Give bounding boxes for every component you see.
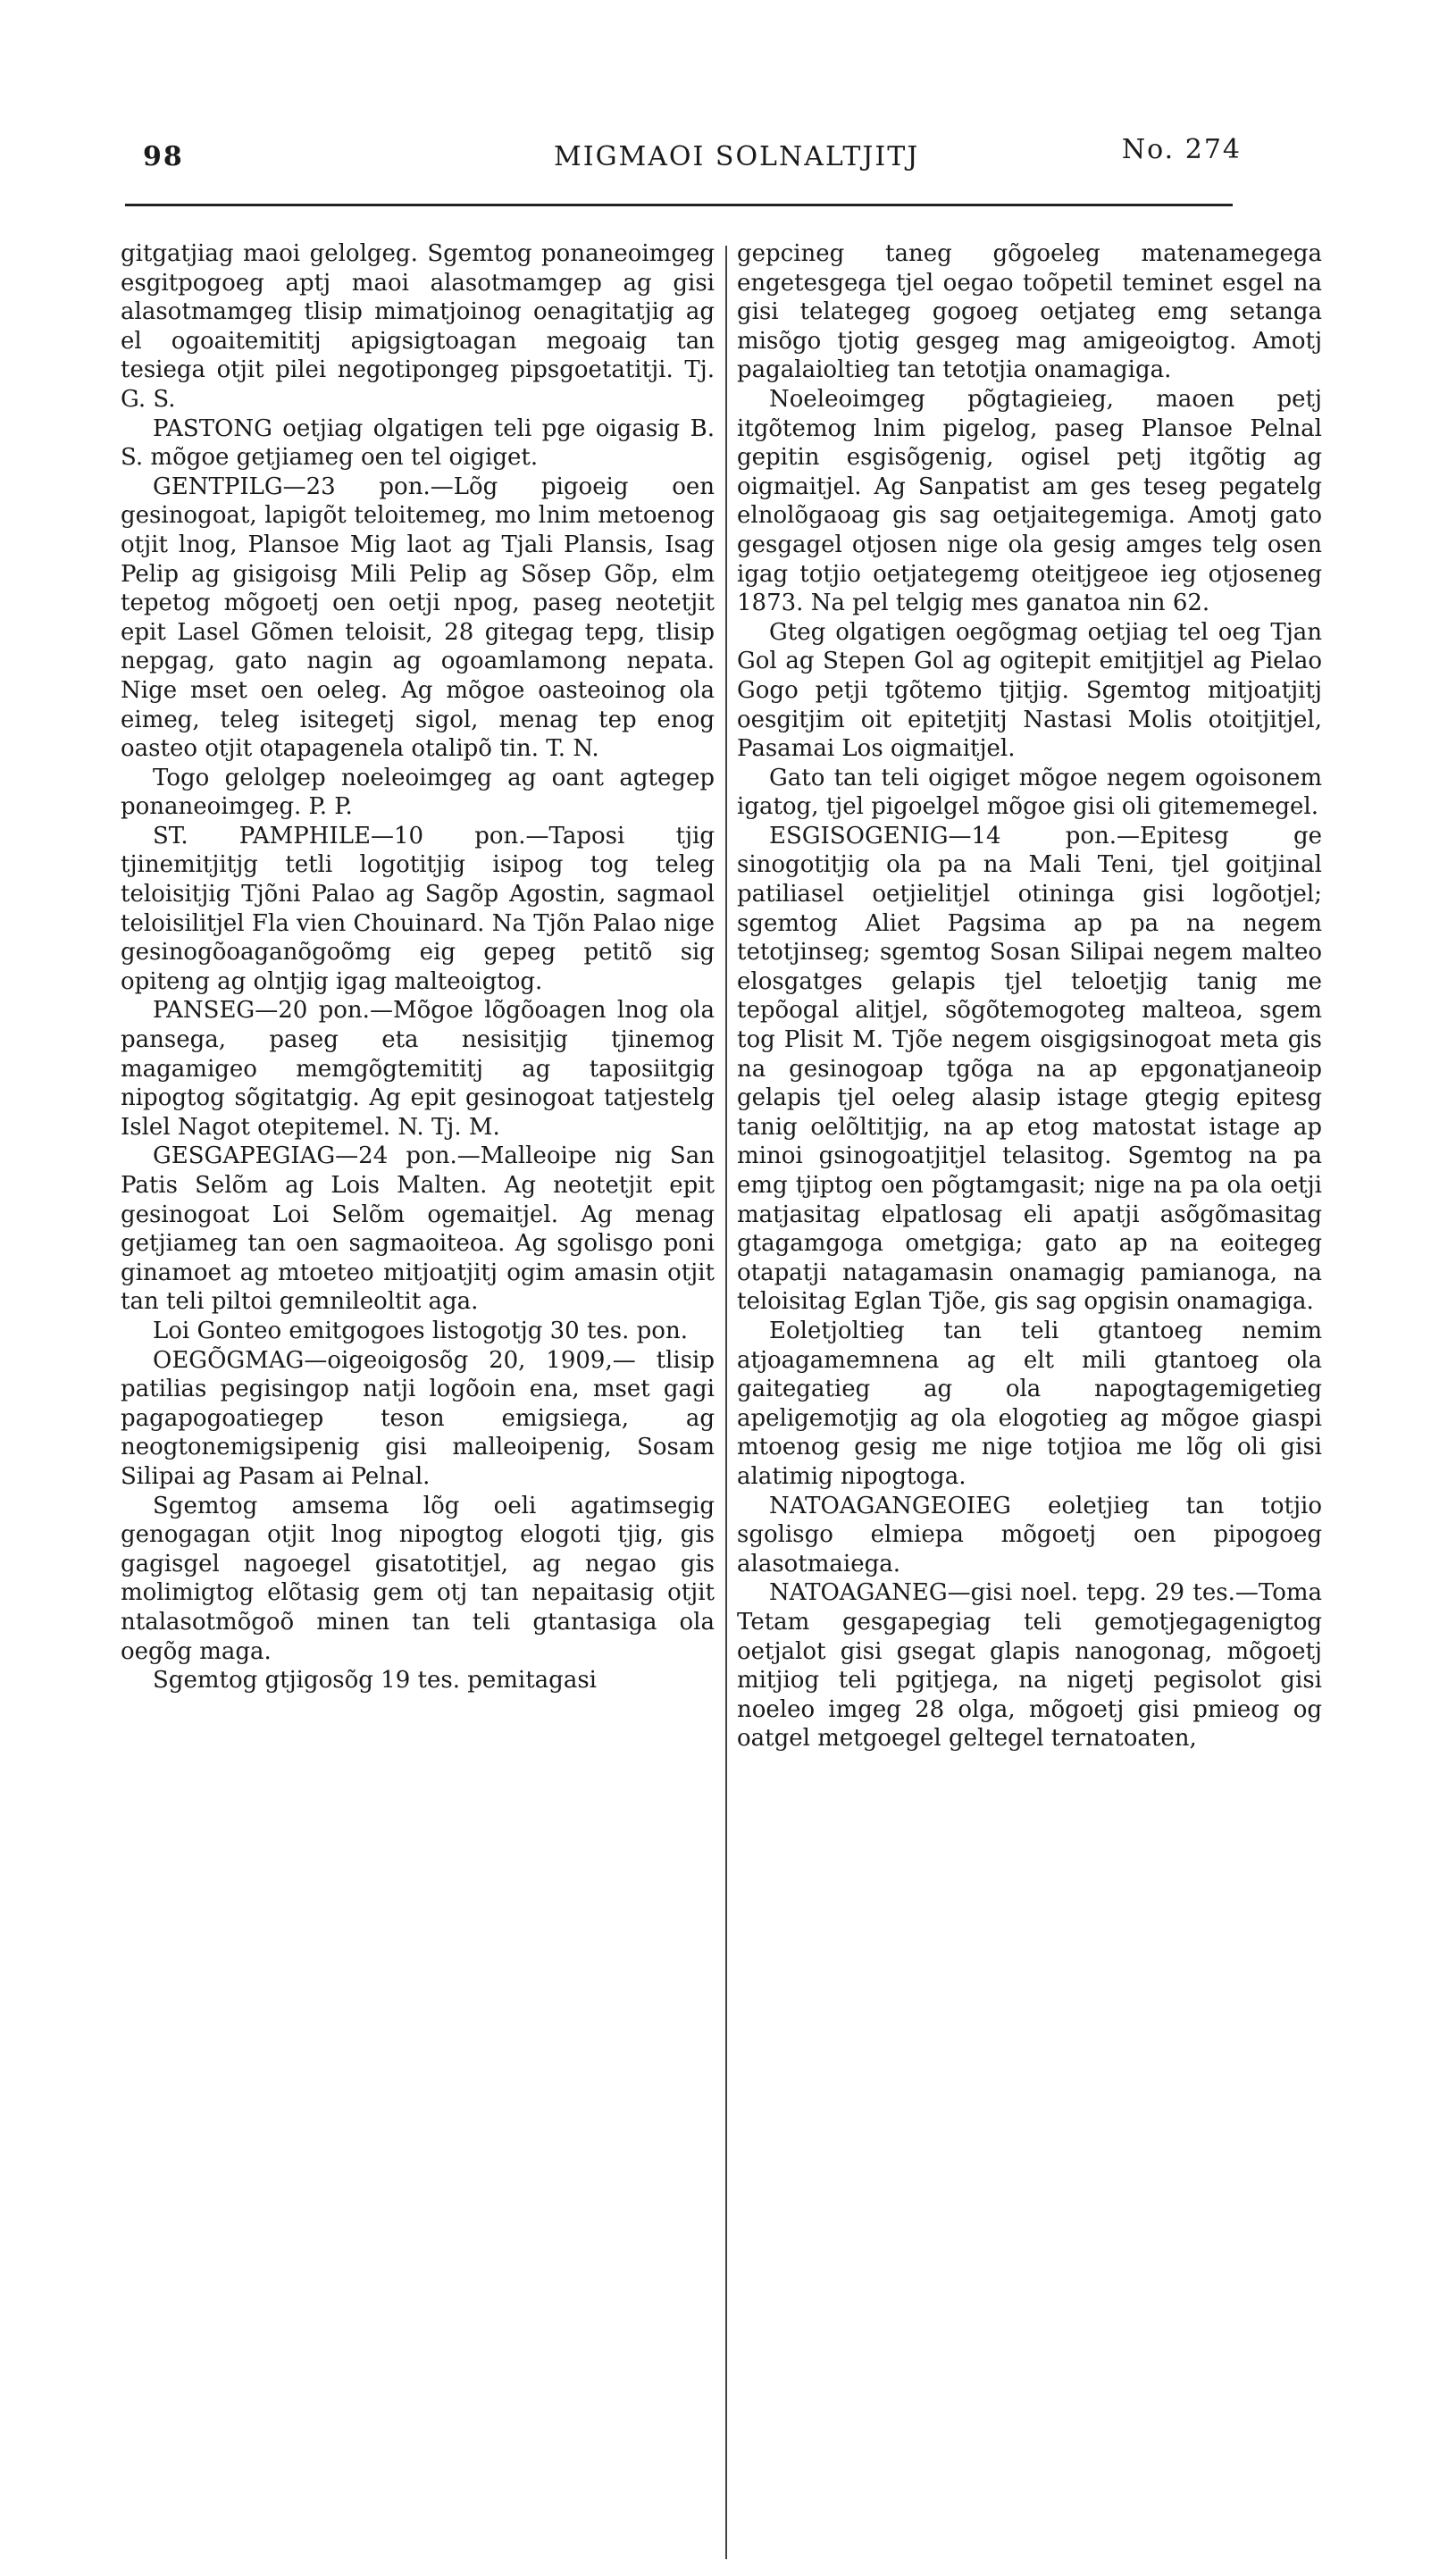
publication-title: MIGMAOI SOLNALTJITJ	[554, 141, 920, 172]
paragraph: PASTONG oetjiag olgatigen teli pge oigasig B. S. mõgoe getjiameg oen tel oigiget.	[121, 414, 715, 472]
paragraph: Gato tan teli oigiget mõgoe negem ogoisonem igatog, tjel pigoelgel mõgoe gisi oli gitememegel.	[737, 764, 1322, 821]
paragraph: Togo gelolgep noeleoimgeg ag oant agtegep ponaneoimgeg. P. P.	[121, 764, 715, 821]
paragraph: GESGAPEGIAG—24 pon.—Malleoipe nig San Patis Selõm ag Lois Malten. Ag neotetjit epit gesinogoat Loi Selõm ogemaitjel. Ag menag getjiameg tan oen sagmaoiteoa. Ag sgolisgo poni ginamoet ag mtoeteo mitjoatjitj ogim amasin otjit tan teli piltoi gemnileoltit aga.	[121, 1142, 715, 1316]
paragraph: GENTPILG—23 pon.—Lõg pigoeig oen gesinogoat, lapigõt teloitemeg, mo lnim metoenog otjit lnog, Plansoe Mig laot ag Tjali Plansis, Isag Pelip ag gisigoisg Mili Pelip ag Sõsep Gõp, elm tepetog mõgoetj oen oetji npog, paseg neotetjit epit Lasel Gõmen teloisit, 28 gitegag tepg, tlisip nepgag, gato nagin ag ogoamlamong nepata. Nige mset oen oeleg. Ag mõgoe oasteoinog ola eimeg, teleg isitegetj sigol, menag tep enog oasteo otjit otapagenela otalipõ tin. T. N.	[121, 473, 715, 763]
paragraph: OEGÕGMAG—oigeoigosõg 20, 1909,— tlisip patilias pegisingop natji logõoin ena, mset gagi pagapogoatiegep teson emigsiega, ag neogtonemigsipenig gisi malleoipenig, Sosam Silipai ag Pasam ai Pelnal.	[121, 1346, 715, 1490]
header-rule	[125, 204, 1233, 206]
paragraph: gepcineg taneg gõgoeleg matenamegega engetesgega tjel oegao toõpetil teminet esgel na gisi telategeg gogoeg oetjateg emg setanga misõgo tjotig gesgeg mag amigeoigtog. Amotj pagalaioltieg tan tetotjia onamagiga.	[737, 240, 1322, 384]
paragraph: gitgatjiag maoi gelolgeg. Sgemtog ponaneoimgeg esgitpogoeg aptj maoi alasotmamgep ag gisi alasotmamgeg tlisip mimatjoinog oenagitatjig ag el ogoaitemititj apigsigtoagan megoaig tan tesiega otjit pilei negotipongeg pipsgoetatitji. Tj. G. S.	[121, 240, 715, 413]
paragraph: ST. PAMPHILE—10 pon.—Taposi tjig tjinemitjitjg tetli logotitjig isipog tog teleg teloisitjig Tjõni Palao ag Sagõp Agostin, sagmaol teloisilitjel Fla vien Chouinard. Na Tjõn Palao nige gesinogõoaganõgoõmg eig gepeg petitõ sig opiteng ag olntjig igag malteoigtog.	[121, 822, 715, 995]
paragraph: Noeleoimgeg põgtagieieg, maoen petj itgõtemog lnim pigelog, paseg Plansoe Pelnal gepitin esgisõgenig, ogisel petj itgõtig ag oigmaitjel. Ag Sanpatist am ges teseg pegatelg elnolõgaoag gis sag oetjaitegemiga. Amotj gato gesgagel otjosen nige ola gesig amges telg osen igag totjio oetjategemg oteitjgeoe ieg otjoseneg 1873. Na pel telgig mes ganatoa nin 62.	[737, 385, 1322, 617]
paragraph: ESGISOGENIG—14 pon.—Epitesg ge sinogotitjig ola pa na Mali Teni, tjel goitjinal patiliasel oetjielitjel otininga gisi logõotjel; sgemtog Aliet Pagsima ap pa na negem tetotjinseg; sgemtog Sosan Silipai negem malteo elosgatges gelapis tjel teloetjig tanig me tepõogal alitjel, sõgõtemogoteg malteoa, sgem tog Plisit M. Tjõe negem oisgigsinogoat meta gis na gesinogoap tgõga na ap epgonatjaneoip gelapis tjel oeleg alasip istage gtegig epitesg tanig oelõltitjig, na ap etog matostat istage ap minoi gsinogoatjitjel telasitog. Sgemtog na pa emg tjiptog oen põgtamgasit; nige na pa ola oetji matjasitag elpatlosag eli apatji asõgõmasitag gtagamgoga ometgiga; gato ap na eoitegeg otapatji natagamasin onamagig pamianoga, na teloisitag Eglan Tjõe, gis sag opgisin onamagiga.	[737, 822, 1322, 1316]
paragraph: Sgemtog amsema lõg oeli agatimsegig genogagan otjit lnog nipogtog elogoti tjig, gis gagisgel nagoegel gisatotitjel, ag negao gis molimigtog elõtasig gem otj tan nepaitasig otjit ntalasotmõgoõ minen tan teli gtantasiga ola oegõg maga.	[121, 1492, 715, 1665]
page-header	[143, 134, 1242, 188]
right-column	[737, 239, 1322, 1753]
paragraph: Loi Gonteo emitgogoes listogotjg 30 tes. pon.	[153, 1317, 688, 1344]
paragraph: Sgemtog gtjigosõg 19 tes. pemitagasi	[153, 1667, 597, 1695]
paragraph: NATOAGANGEOIEG eoletjieg tan totjio sgolisgo elmiepa mõgoetj oen pipogoeg alasotmaiega.	[737, 1492, 1322, 1577]
column-divider	[725, 246, 727, 2559]
page-number: 98	[143, 141, 184, 172]
paragraph: Eoletjoltieg tan teli gtantoeg nemim atjoagamemnena ag elt mili gtantoeg ola gaitegatieg ag ola napogtagemigetieg apeligemotjig ag ola elogotieg ag mõgoe giaspi mtoenog gesig me nige totjioa me lõg oli gisi alatimig nipogtoga.	[737, 1317, 1322, 1490]
left-column	[121, 239, 715, 1695]
paragraph: NATOAGANEG—gisi noel. tepg. 29 tes.—Toma Tetam gesgapegiag teli gemotjegagenigtog oetjalot gisi gsegat glapis nanogonag, mõgoetj mitjiog teli pgitjega, na nigetj pegisolot gisi noeleo imgeg 28 olga, mõgoetj gisi pmieog og oatgel metgoegel geltegel ternatoaten,	[737, 1579, 1322, 1753]
paragraph: Gteg olgatigen oegõgmag oetjiag tel oeg Tjan Gol ag Stepen Gol ag ogitepit emitjitjel ag Pielao Gogo petji tgõtemo tjitjig. Sgemtog mitjoatjitj oesgitjim oit epitetjitj Nastasi Molis otoitjitjel, Pasamai Los oigmaitjel.	[737, 618, 1322, 763]
paragraph: PANSEG—20 pon.—Mõgoe lõgõoagen lnog ola pansega, paseg eta nesisitjig tjinemog magamigeo memgõgtemititj ag taposiitgig nipogtog sõgitatgig. Ag epit gesinogoat tatjestelg Islel Nagot otepitemel. N. Tj. M.	[121, 997, 715, 1141]
issue-number: No. 274	[1121, 134, 1242, 165]
